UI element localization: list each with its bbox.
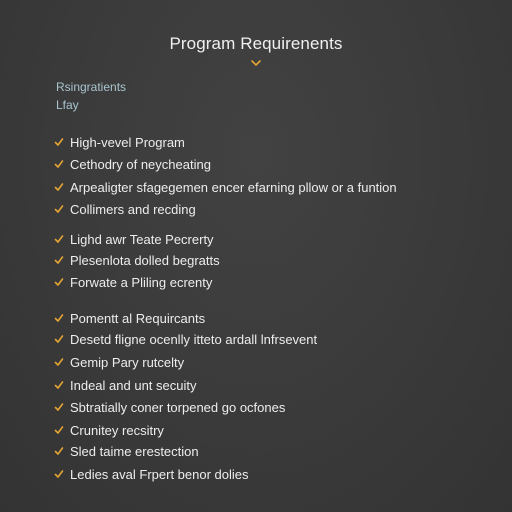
check-icon bbox=[54, 402, 64, 412]
check-icon bbox=[54, 469, 64, 479]
check-icon bbox=[54, 277, 64, 287]
list-item-text: High-vevel Program bbox=[70, 134, 185, 150]
list-item[interactable] bbox=[54, 398, 285, 416]
list-item[interactable] bbox=[54, 465, 249, 483]
page-title: Program Requirenents bbox=[169, 34, 343, 53]
check-icon bbox=[54, 255, 64, 265]
list-item[interactable] bbox=[54, 421, 164, 439]
list-item[interactable] bbox=[54, 309, 205, 327]
list-item[interactable] bbox=[54, 133, 185, 151]
check-icon bbox=[54, 357, 64, 367]
list-item-text: Plesenlota dolled begratts bbox=[70, 252, 220, 268]
header bbox=[0, 34, 512, 68]
list-item[interactable] bbox=[54, 230, 214, 248]
list-item-text: Ledies aval Frpert benor dolies bbox=[70, 466, 249, 482]
list-item-text: Crunitey recsitry bbox=[70, 422, 164, 438]
list-item[interactable] bbox=[54, 353, 184, 371]
list-item[interactable] bbox=[54, 330, 317, 348]
check-icon bbox=[54, 334, 64, 344]
meta-line-1: Rsingratients bbox=[56, 80, 127, 94]
list-item[interactable] bbox=[54, 178, 397, 196]
check-icon bbox=[54, 234, 64, 244]
list-item-text: Desetd fligne ocenlly itteto ardall lnfrsevent bbox=[70, 331, 318, 347]
check-icon bbox=[54, 159, 64, 169]
check-icon bbox=[54, 313, 64, 323]
check-icon bbox=[54, 182, 64, 192]
list-item-text: Indeal and unt secuity bbox=[70, 377, 197, 393]
check-icon bbox=[54, 204, 64, 214]
list-item[interactable] bbox=[54, 273, 212, 291]
check-icon bbox=[54, 425, 64, 435]
list-item-text: Forwate a Pliling ecrenty bbox=[70, 274, 213, 290]
list-item-text: Lighd awr Teate Pecrerty bbox=[70, 231, 214, 247]
meta-info bbox=[56, 78, 126, 114]
list-item-text: Cethodry of neycheating bbox=[70, 156, 211, 172]
check-icon bbox=[54, 446, 64, 456]
check-icon bbox=[54, 380, 64, 390]
list-item-text: Gemip Pary rutcelty bbox=[70, 354, 185, 370]
list-item[interactable] bbox=[54, 376, 196, 394]
list-item-text: Sbtratially coner torpened go ocfones bbox=[70, 399, 286, 415]
list-item-text: Collimers and recding bbox=[70, 201, 196, 217]
list-item[interactable] bbox=[54, 155, 211, 173]
list-item[interactable] bbox=[54, 251, 220, 269]
list-item-text: Arpealigter sfagegemen encer efarning pllow or a funtion bbox=[70, 179, 397, 195]
check-icon bbox=[54, 137, 64, 147]
chevron-down-icon[interactable] bbox=[250, 58, 262, 68]
list-item[interactable] bbox=[54, 442, 199, 460]
list-item-text: Pomentt al Requircants bbox=[70, 310, 206, 326]
meta-line-2: Lfay bbox=[56, 98, 79, 112]
list-item-text: Sled taime erestection bbox=[70, 443, 199, 459]
list-item[interactable] bbox=[54, 200, 196, 218]
